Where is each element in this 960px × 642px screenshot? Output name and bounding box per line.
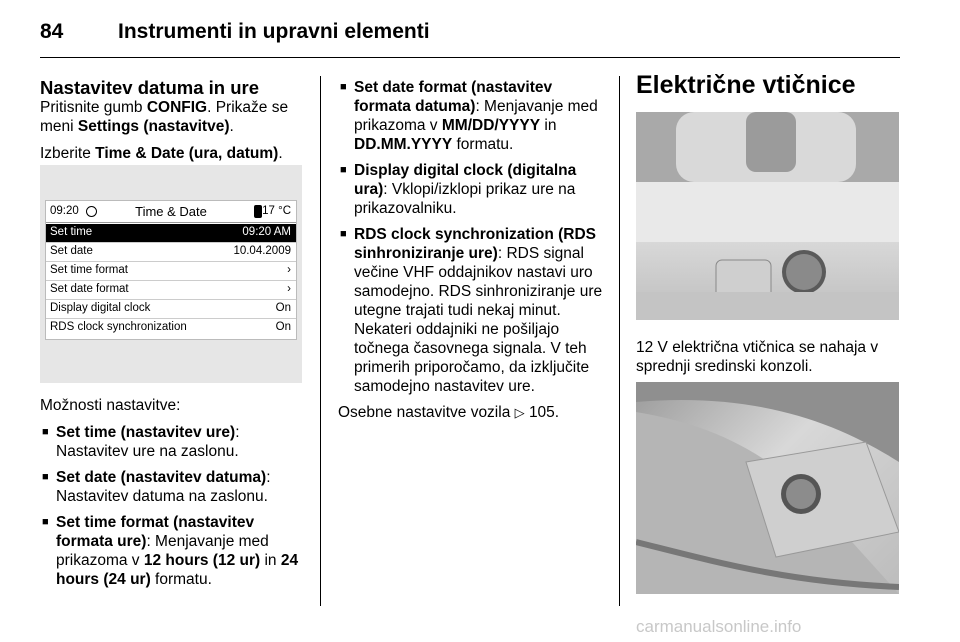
middle-column xyxy=(338,78,606,430)
list-item: ■ Set date format (nastavitev formata datuma): Menjavanje med prikazoma v MM/DD/YYYY in DD.MM.YYYY formatu. xyxy=(338,78,606,154)
list-item: ■ Display digital clock (digitalna ura): Vklopi/izklopi prikaz ure na prikazovalniku. xyxy=(338,161,606,218)
options-list-continued xyxy=(338,78,606,396)
page-header xyxy=(40,16,900,56)
left-column-top xyxy=(40,78,310,171)
thermometer-icon xyxy=(254,205,262,218)
sockets-heading: Električne vtičnice xyxy=(636,71,856,99)
options-list xyxy=(40,423,310,589)
menu-row-display-digital-clock: Display digital clock On xyxy=(46,300,296,319)
list-item: ■ Set time (nastavitev ure): Nastavitev ure na zaslonu. xyxy=(40,423,310,461)
right-column-heading xyxy=(636,71,900,99)
screen-title: Time & Date xyxy=(135,204,207,219)
socket-caption-block xyxy=(636,338,900,384)
intro-paragraph: Pritisnite gumb CONFIG. Prikaže se meni Settings (nastavitve). xyxy=(40,99,289,135)
menu-row-set-date: Set date 10.04.2009 xyxy=(46,243,296,262)
watermark: carmanualsonline.info xyxy=(636,617,802,636)
page-title: Instrumenti in upravni elementi xyxy=(118,20,430,43)
screen-status-bar xyxy=(46,201,296,223)
display-screenshot xyxy=(40,165,302,383)
list-item: ■ RDS clock synchronization (RDS sinhroniziranje ure): RDS signal večine VHF oddajnikov nastavi uro samodejno. RDS sinhroniziranje ure utegne trajati tudi nekaj minut. Nekateri oddajniki ne pošiljajo točnega časovnega signala. V teh primerih priporočamo, da izključite samodejno nastavitev ure. xyxy=(338,225,606,396)
menu-row-set-time-format: Set time format › xyxy=(46,262,296,281)
personal-settings-reference: Osebne nastavitve vozila ▷ 105. xyxy=(338,404,560,421)
socket-photo-top xyxy=(636,112,899,320)
screen-clock: 09:20 xyxy=(50,205,79,217)
reference-arrow-icon: ▷ xyxy=(514,405,525,420)
select-paragraph: Izberite Time & Date (ura, datum). xyxy=(40,145,283,162)
menu-row-set-time: Set time 09:20 AM xyxy=(46,224,296,243)
list-item: ■ Set date (nastavitev datuma): Nastavitev datuma na zaslonu. xyxy=(40,468,310,506)
left-column-bottom xyxy=(40,396,310,596)
list-item: ■ Set time format (nastavitev formata ure): Menjavanje med prikazoma v 12 hours (12 ur) in 24 hours (24 ur) formatu. xyxy=(40,513,310,589)
options-label: Možnosti nastavitve: xyxy=(40,397,181,414)
socket-photo-bottom xyxy=(636,382,899,594)
menu-row-rds-clock-sync: RDS clock synchronization On xyxy=(50,321,291,333)
menu-row-set-date-format: Set date format › xyxy=(46,281,296,300)
page-number: 84 xyxy=(40,20,64,43)
header-divider xyxy=(40,57,900,58)
screen-temperature: 17 °C xyxy=(262,205,291,217)
column-divider-1 xyxy=(320,76,321,606)
column-divider-2 xyxy=(619,76,620,606)
section-heading: Nastavitev datuma in ure xyxy=(40,77,259,98)
time-date-menu-screen xyxy=(45,200,297,340)
socket-caption: 12 V električna vtičnica se nahaja v sprednji sredinski konzoli. xyxy=(636,339,879,375)
